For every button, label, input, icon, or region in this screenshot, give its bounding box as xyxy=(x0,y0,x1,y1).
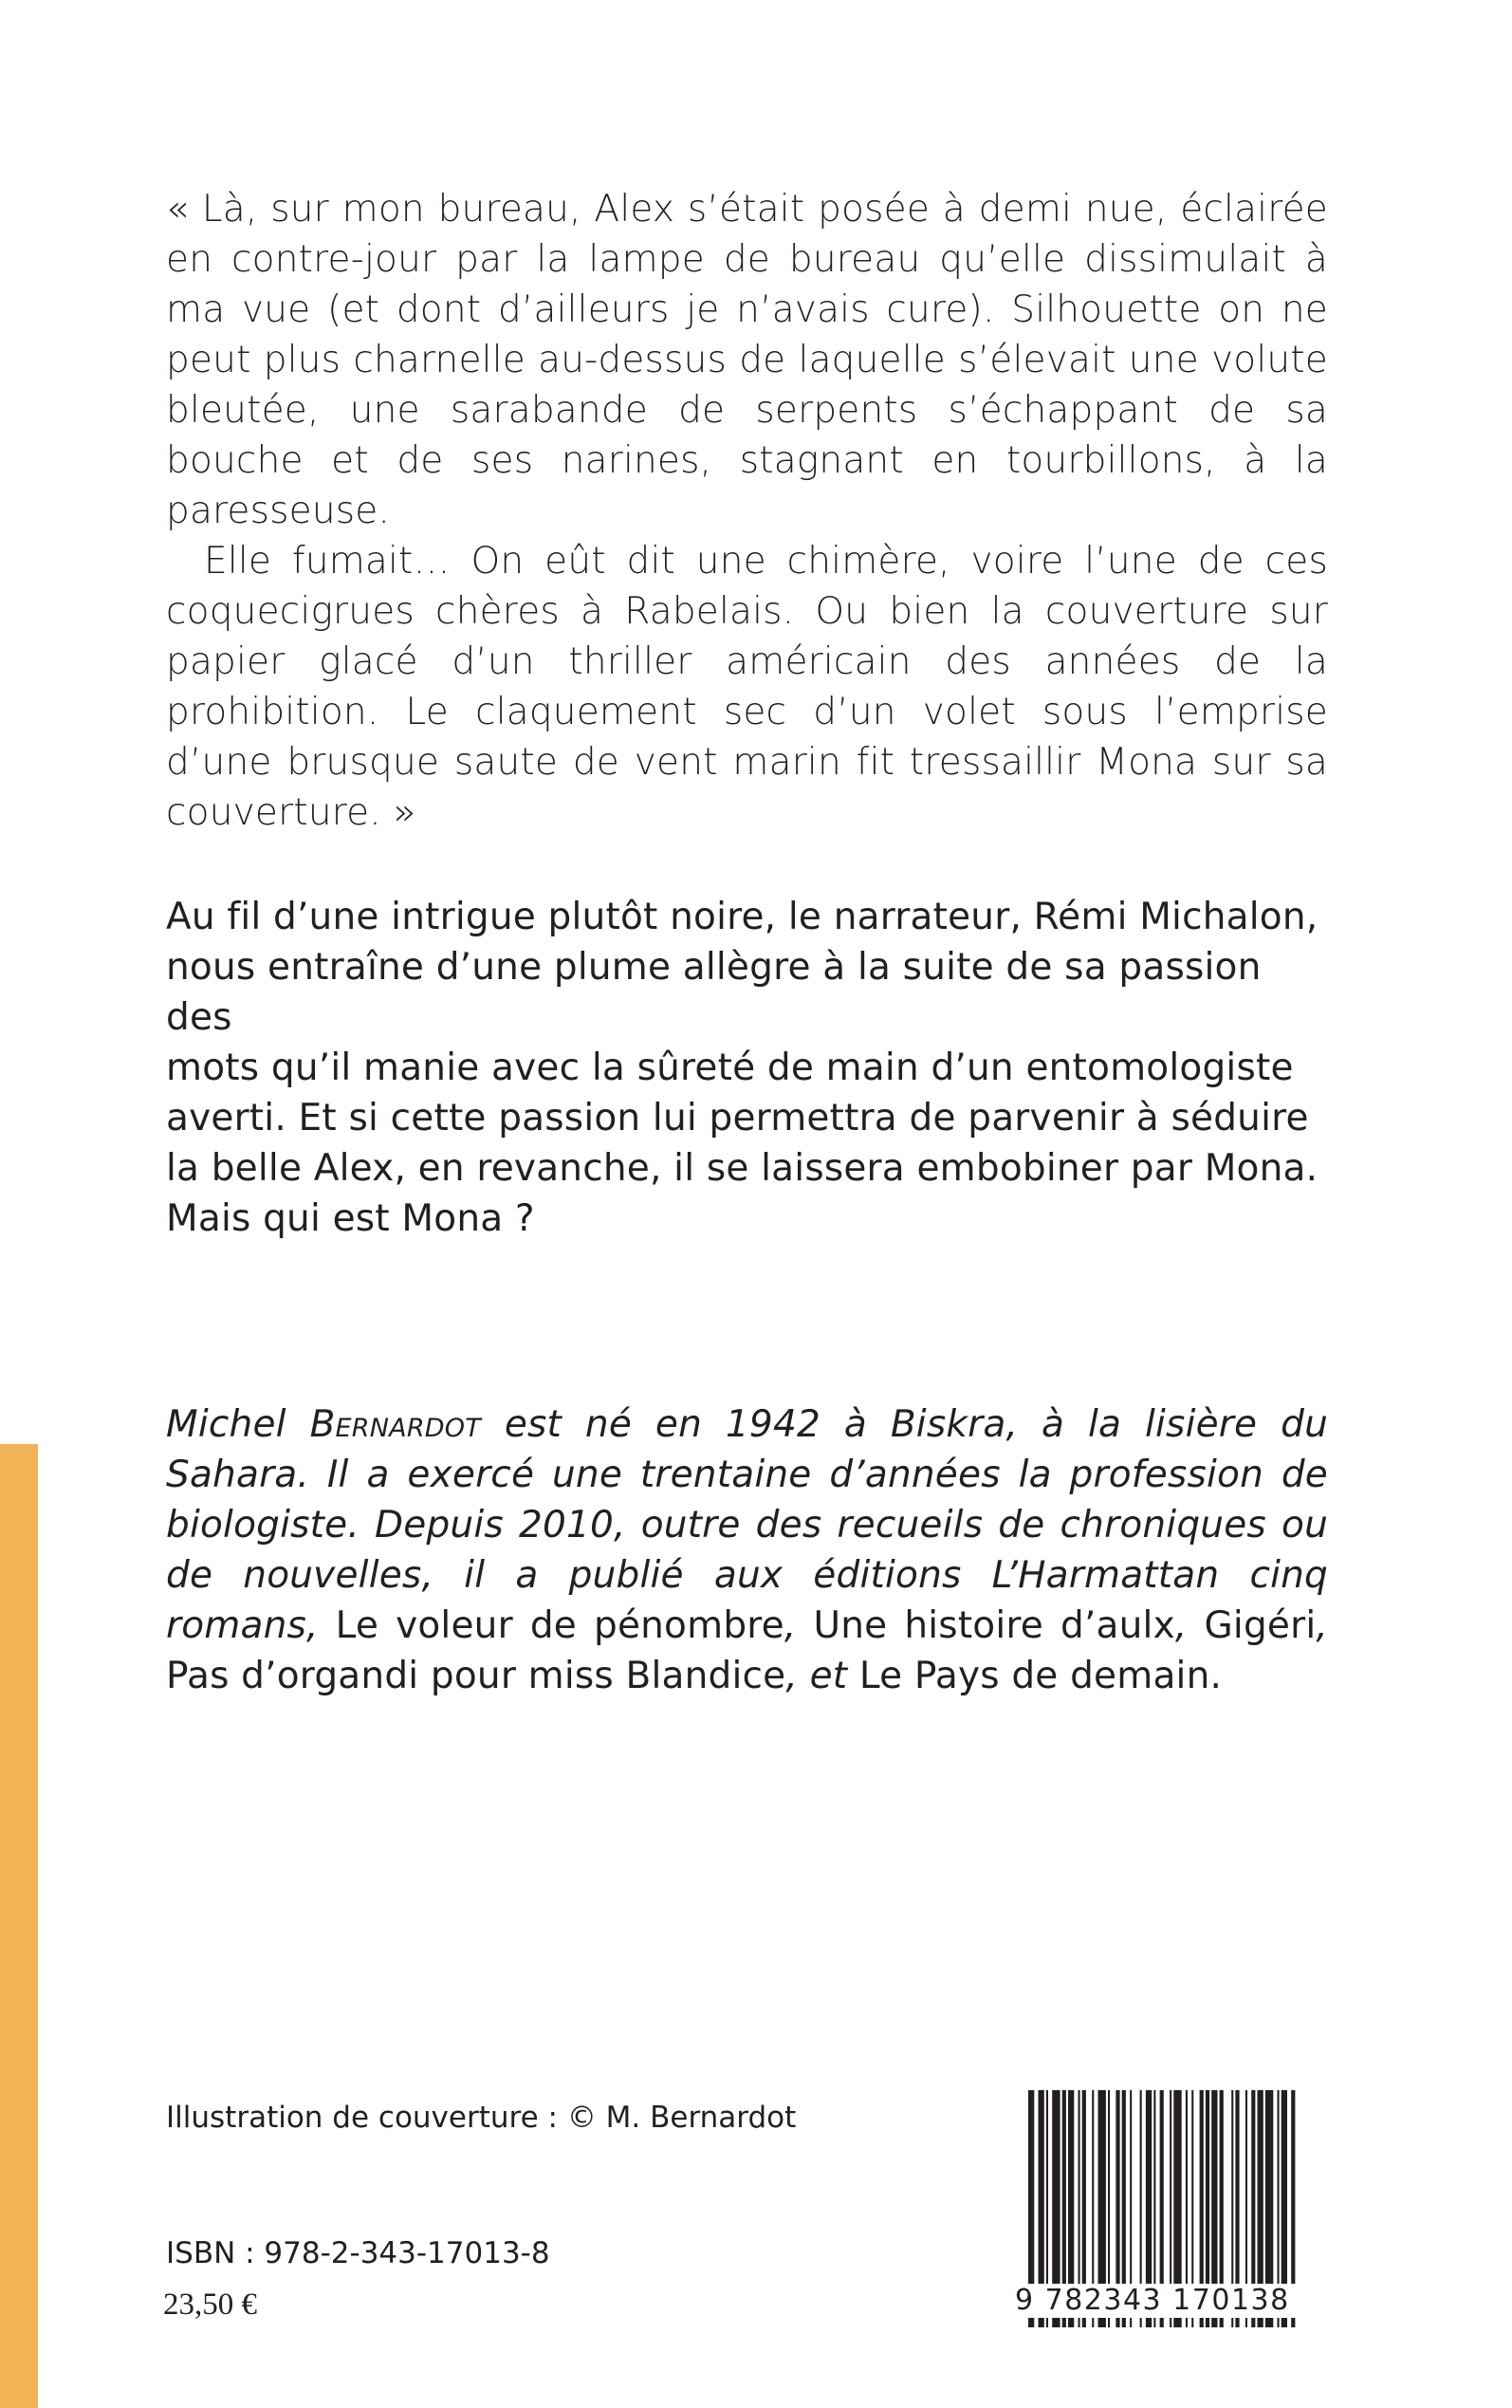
illustration-credit: Illustration de couverture : © M. Bernardot xyxy=(166,2101,797,2135)
author-first-name: Michel xyxy=(166,1403,310,1446)
synopsis-line: la belle Alex, en revanche, il se laissera embobiner par Mona. xyxy=(166,1147,1318,1190)
synopsis-line: nous entraîne d’une plume allègre à la suite de sa passion des xyxy=(166,946,1262,1039)
price: 23,50 € xyxy=(163,2288,257,2322)
author-bio-part: est né en 1942 à Biskra, à la lisière du Sahara. Il a exercé une trentaine d’années la profession de biologiste. Depuis 2010, outre des recueils de chroniques ou de nouvelles, il a publié aux éditions L’Harmattan cinq romans, xyxy=(166,1403,1328,1647)
separator: , xyxy=(1316,1604,1328,1647)
book-title: Le Pays de demain xyxy=(858,1655,1210,1697)
accent-bar xyxy=(0,1444,38,2408)
synopsis-line: mots qu’il manie avec la sûreté de main d’un entomologiste xyxy=(166,1047,1294,1089)
end-punctuation: . xyxy=(1209,1655,1223,1697)
synopsis-line: averti. Et si cette passion lui permettra de parvenir à séduire xyxy=(166,1097,1309,1139)
barcode-digits: 9 782343 170138 xyxy=(1015,2284,1328,2318)
excerpt-paragraph-1: « Là, sur mon bureau, Alex s’était posée à demi nue, éclairée en contre-jour par la lampe de bureau qu’elle dissimulait à ma vue (et dont d’ailleurs je n’avais cure). Silhouette on ne peut plus charnelle au-dessus de laquelle s’élevait une volute bleutée, une sarabande de serpents s’échappant de sa bouche et de ses narines, stagnant en tourbillons, à la paresseuse. xyxy=(166,188,1328,532)
synopsis-line: Mais qui est Mona ? xyxy=(166,1197,535,1240)
book-title: Gigéri xyxy=(1204,1604,1317,1647)
synopsis-line: Au fil d’une intrigue plutôt noire, le narrateur, Rémi Michalon, xyxy=(166,896,1318,938)
back-cover-excerpt xyxy=(166,184,1328,838)
synopsis xyxy=(166,892,1328,1244)
book-title: Une histoire d’aulx xyxy=(813,1604,1175,1647)
book-title: Pas d’organdi pour miss Blandice xyxy=(166,1655,786,1697)
author-bio-text xyxy=(166,1399,1328,1701)
isbn: ISBN : 978-2-343-17013-8 xyxy=(166,2236,550,2270)
separator: , xyxy=(1174,1604,1205,1647)
excerpt-paragraph-2: Elle fumait… On eût dit une chimère, voire l’une de ces coquecigrues chères à Rabelais. Ou bien la couverture sur papier glacé d’un thriller américain des années de la prohibition. Le claquement sec d’un volet sous l’emprise d’une brusque saute de vent marin fit tressaillir Mona sur sa couverture. » xyxy=(166,540,1328,834)
separator: , et xyxy=(785,1655,859,1697)
separator: , xyxy=(784,1604,814,1647)
author-bio xyxy=(166,1399,1328,1701)
book-title: Le voleur de pénombre xyxy=(335,1604,784,1647)
author-last-name: Bernardot xyxy=(309,1403,481,1446)
